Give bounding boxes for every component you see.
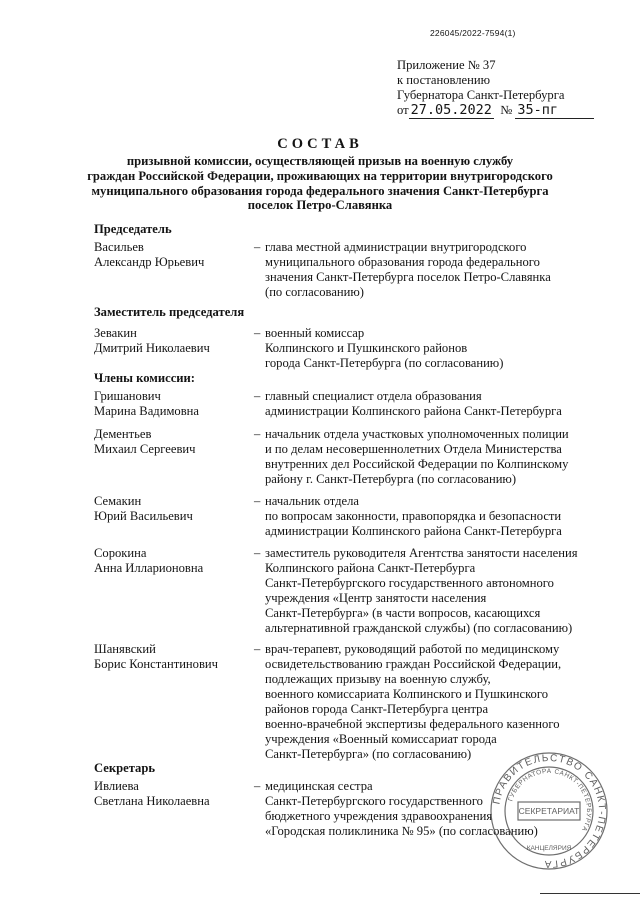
dash: – (254, 642, 261, 656)
section-secretary: Секретарь (94, 761, 155, 775)
date-prefix: от (397, 103, 409, 117)
decree-number: 35-пг (515, 102, 594, 119)
member-role: главный специалист отдела образования администрации Колпинского района Санкт-Петербурга (265, 389, 562, 418)
svg-text:КАНЦЕЛЯРИЯ: КАНЦЕЛЯРИЯ (526, 845, 572, 852)
member-role: начальник отдела участковых уполномоченных полиции и по делам несовершеннолетних Отдела Министерства внутренних дел Российской Федерации по Колпинскому району г. Санкт-Петербурга (по согласованию) (265, 427, 569, 486)
dash: – (254, 546, 261, 560)
subtitle-line: граждан Российской Федерации, проживающих на территории внутригородского (87, 168, 553, 183)
section-chairman: Председатель (94, 222, 172, 236)
subtitle-line: поселок Петро-Славянка (247, 198, 393, 213)
subtitle-line: муниципального образования города федерального значения Санкт-Петербурга (91, 183, 549, 198)
member-name: Зевакин Дмитрий Николаевич (94, 326, 210, 355)
document-title: СОСТАВ (277, 136, 363, 152)
document-id: 226045/2022-7594(1) (430, 28, 516, 38)
appendix-number: Приложение № 37 (397, 58, 496, 72)
dash: – (254, 240, 261, 254)
member-role: глава местной администрации внутригородского муниципального образования города федерального значения Санкт-Петербурга поселок Петро-Славянка (по согласованию) (265, 240, 551, 299)
appendix-governor: Губернатора Санкт-Петербурга (397, 88, 565, 102)
number-prefix: № (500, 103, 513, 117)
appendix-ref: к постановлению (397, 73, 491, 87)
member-role: заместитель руководителя Агентства занятости населения Колпинского района Санкт-Петербурга Санкт-Петербургского государственного автономного учреждения «Центр занятости населения Санкт-Петербурга» (в части вопросов, касающихся альтернативной гражданской службы) (по согласованию) (265, 546, 578, 635)
svg-text:ГУБЕРНАТОРА САНКТ-ПЕТЕРБУРГА: ГУБЕРНАТОРА САНКТ-ПЕТЕРБУРГА (507, 767, 593, 833)
dash: – (254, 389, 261, 403)
decree-date: 27.05.2022 (410, 102, 492, 118)
member-name: Семакин Юрий Васильевич (94, 494, 193, 523)
dash: – (254, 326, 261, 340)
svg-text:СЕКРЕТАРИАТ: СЕКРЕТАРИАТ (518, 806, 580, 816)
bottom-rule (540, 893, 640, 894)
dash: – (254, 494, 261, 508)
member-name: Ивлиева Светлана Николаевна (94, 779, 210, 808)
subtitle-line: призывной комиссии, осуществляющей призыв на военную службу (126, 154, 514, 168)
member-role: начальник отдела по вопросам законности, правопорядка и безопасности администрации Колпинского района Санкт-Петербурга (265, 494, 562, 538)
member-name: Сорокина Анна Илларионовна (94, 546, 204, 575)
dash: – (254, 779, 261, 793)
section-deputy: Заместитель председателя (94, 305, 245, 319)
member-name: Шанявский Борис Константинович (94, 642, 218, 671)
member-role: врач-терапевт, руководящий работой по медицинскому освидетельствованию граждан Российской Федерации, подлежащих призыву на военную службу, военного комиссариата Колпинского и Пушкинского районов города Санкт-Петербурга центра военно-врачебной экспертизы федерального казенного учреждения «Военный комиссариат города Санкт-Петербурга» (по согласованию) (265, 642, 562, 761)
official-stamp-seal (488, 750, 610, 872)
appendix-block (397, 58, 594, 118)
document-subtitle (80, 154, 560, 213)
section-members: Члены комиссии: (94, 371, 196, 385)
member-name: Дементьев Михаил Сергеевич (94, 427, 196, 456)
member-role: медицинская сестра Санкт-Петербургского государственного бюджетного учреждения здравоохранения «Городская поликлиника № 95» (по согласованию) (265, 779, 538, 838)
member-role: военный комиссар Колпинского и Пушкинского районов города Санкт-Петербурга (по согласованию) (265, 326, 504, 370)
svg-text:ПРАВИТЕЛЬСТВО САНКТ-ПЕТЕРБУРГА: ПРАВИТЕЛЬСТВО САНКТ-ПЕТЕРБУРГА (491, 752, 608, 870)
member-name: Васильев Александр Юрьевич (94, 240, 205, 269)
member-name: Гришанович Марина Вадимовна (94, 389, 199, 418)
dash: – (254, 427, 261, 441)
appendix-date-line (397, 103, 594, 118)
